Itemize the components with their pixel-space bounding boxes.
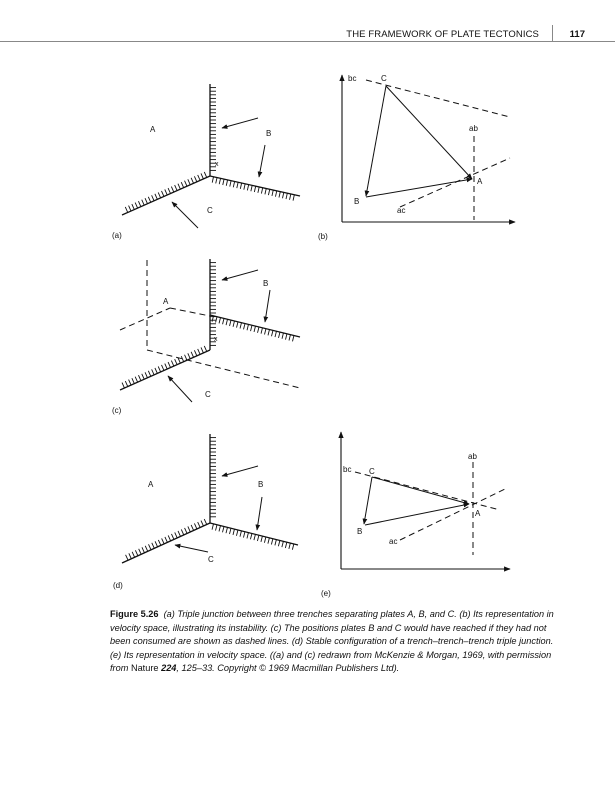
trench-tooth	[212, 177, 213, 183]
trench-tooth	[171, 187, 173, 192]
trench-tooth	[158, 192, 160, 197]
trench-tooth	[258, 327, 259, 333]
plate-b-label: B	[266, 129, 272, 138]
trench-tooth	[289, 335, 290, 341]
trench-tooth	[240, 323, 241, 329]
arrow-b-southward	[265, 290, 270, 322]
trench-tooth	[293, 336, 294, 342]
trench-tooth	[212, 524, 213, 530]
vector-c-to-b	[366, 86, 386, 196]
trench-tooth	[191, 352, 193, 357]
caption-text: (a) Triple junction between three trenches separating plates A, B, and C. (b) Its representation in velocity space, illustrating its instability. (c) The positions plates B and C would have reached if they had not been consumed are shown as dashed lines. (d) Stable configuration of a trench–trench–trench triple junction. (e) Its representation in velocity space. ((a) and (c) redrawn from McKenzie & Morgan, 1969, with permission from	[110, 609, 554, 674]
trench-tooth	[271, 539, 272, 545]
trench-tooth	[194, 350, 196, 355]
panel-b	[318, 74, 515, 241]
trench-tooth	[145, 546, 147, 551]
trench-tooth	[251, 325, 252, 331]
panel-a-label: (a)	[112, 231, 122, 240]
panel-d-label: (d)	[113, 581, 123, 590]
trench-left	[122, 519, 210, 563]
trench-tooth	[268, 538, 269, 544]
line-bc	[355, 472, 500, 510]
trench-tooth	[152, 543, 154, 548]
arrow-c-northwest	[168, 376, 192, 402]
trench-tooth	[161, 191, 163, 196]
plate-b-label: B	[258, 480, 264, 489]
trench-tooth	[278, 540, 279, 546]
trench-tooth	[240, 183, 241, 189]
trench-tooth	[194, 523, 196, 528]
trench-tooth	[138, 201, 140, 206]
trench-tooth	[272, 190, 273, 196]
trench-tooth	[261, 188, 262, 194]
trench-tooth	[219, 318, 220, 324]
trench-tooth	[254, 326, 255, 332]
trench-tooth	[258, 187, 259, 193]
trench-tooth	[188, 526, 190, 531]
trench-tooth	[198, 522, 200, 527]
vector-c-to-b	[364, 477, 372, 524]
line-ac	[400, 158, 510, 207]
trench-tooth	[204, 172, 206, 177]
bc-label: bc	[348, 74, 357, 83]
trench-tooth	[247, 324, 248, 330]
trench-tooth	[229, 528, 230, 534]
trench-tooth	[219, 178, 220, 184]
trench-tooth	[219, 526, 220, 532]
trench-tooth	[171, 534, 173, 539]
trench-tooth	[201, 173, 203, 178]
bc-label: bc	[343, 465, 352, 474]
trench-tooth	[155, 541, 157, 546]
trench-tooth	[275, 331, 276, 337]
trench-tooth	[129, 553, 131, 558]
trench-tooth	[233, 321, 234, 327]
trench-tooth	[162, 538, 164, 543]
trench-tooth	[168, 535, 170, 540]
arrow-b-southward	[257, 497, 262, 530]
trench-right	[210, 315, 300, 341]
trench-tooth	[165, 537, 167, 542]
trench-tooth	[178, 184, 180, 189]
trench-tooth	[129, 380, 131, 385]
trench-tooth	[194, 176, 196, 181]
trench-tooth	[178, 531, 180, 536]
b-label: B	[357, 527, 363, 536]
c-label: C	[381, 74, 387, 83]
trench-tooth	[135, 377, 137, 382]
vector-c-to-a	[386, 86, 472, 179]
trench-tooth	[286, 193, 287, 199]
trench-tooth	[240, 531, 241, 537]
c-label: C	[369, 467, 375, 476]
ac-label: ac	[389, 537, 398, 546]
trench-tooth	[129, 206, 131, 211]
trench-tooth	[275, 191, 276, 197]
arrow-b-westward	[222, 466, 258, 476]
plate-a-label: A	[148, 480, 154, 489]
trench-left	[122, 172, 210, 215]
trench-tooth	[155, 368, 157, 373]
trench-tooth	[142, 547, 144, 552]
trench-tooth	[223, 318, 224, 324]
plate-c-label: C	[207, 206, 213, 215]
trench-tooth	[204, 519, 206, 524]
plate-c-label: C	[208, 555, 214, 564]
trench-tooth	[226, 319, 227, 325]
trench-tooth	[158, 366, 160, 371]
trench-tooth	[216, 178, 217, 184]
trench-tooth	[243, 532, 244, 538]
vector-b-to-a	[365, 504, 469, 525]
a-label: A	[475, 509, 481, 518]
plate-c-label: C	[205, 390, 211, 399]
trench-tooth	[201, 347, 203, 352]
trench-tooth	[251, 185, 252, 191]
trench-tooth	[126, 555, 128, 560]
trench-tooth	[158, 540, 160, 545]
junction-mark: x	[215, 161, 219, 168]
trench-tooth	[132, 204, 134, 209]
trench-tooth	[216, 525, 217, 531]
trench-tooth	[152, 369, 154, 374]
trench-tooth	[275, 540, 276, 546]
trench-tooth	[265, 329, 266, 335]
consumed-b-upper	[170, 308, 210, 316]
trench-tooth	[244, 184, 245, 190]
trench-tooth	[191, 178, 193, 183]
panel-d	[113, 434, 298, 590]
trench-tooth	[135, 550, 137, 555]
caption-journal: Nature	[130, 663, 159, 674]
trench-tooth	[132, 552, 134, 557]
trench-tooth	[230, 320, 231, 326]
trench-tooth	[155, 194, 157, 199]
trench-tooth	[191, 525, 193, 530]
trench-tooth	[148, 197, 150, 202]
trench-tooth	[290, 194, 291, 200]
trench-tooth	[254, 534, 255, 540]
arrow-c-northwest	[172, 202, 198, 228]
trench-tooth	[204, 346, 206, 351]
line-bc	[366, 80, 510, 117]
trench-tooth	[226, 180, 227, 186]
trench-tooth	[237, 182, 238, 188]
trench-tooth	[247, 185, 248, 191]
trench-tooth	[244, 324, 245, 330]
trench-tooth	[250, 533, 251, 539]
figure-number: Figure 5.26	[110, 609, 159, 619]
panel-b-label: (b)	[318, 232, 328, 241]
panel-e-label: (e)	[321, 589, 331, 598]
page-number: 117	[569, 29, 585, 40]
trench-tooth	[279, 192, 280, 198]
trench-tooth	[148, 371, 150, 376]
vector-b-to-a	[366, 179, 472, 197]
trench-tooth	[268, 189, 269, 195]
ac-label: ac	[397, 206, 406, 215]
panel-a	[112, 84, 300, 240]
trench-right	[210, 176, 300, 201]
plate-a-label: A	[163, 297, 169, 306]
trench-tooth	[125, 207, 127, 212]
trench-tooth	[261, 536, 262, 542]
trench-tooth	[286, 334, 287, 340]
trench-tooth	[175, 532, 177, 537]
trench-tooth	[233, 529, 234, 535]
trench-tooth	[247, 533, 248, 539]
caption-volume: 224	[161, 663, 177, 674]
trench-tooth	[216, 317, 217, 323]
trench-tooth	[168, 362, 170, 367]
trench-tooth	[254, 186, 255, 192]
trench-right	[210, 523, 298, 550]
trench-tooth	[149, 544, 151, 549]
trench-tooth	[285, 542, 286, 548]
vector-c-to-a	[372, 477, 469, 504]
trench-tooth	[237, 322, 238, 328]
ab-label: ab	[469, 124, 478, 133]
trench-tooth	[282, 333, 283, 339]
trench-tooth	[198, 349, 200, 354]
trench-tooth	[257, 535, 258, 541]
trench-tooth	[236, 530, 237, 536]
trench-tooth	[125, 381, 127, 386]
b-label: B	[354, 197, 360, 206]
trench-tooth	[188, 353, 190, 358]
running-title: THE FRAMEWORK OF PLATE TECTONICS	[346, 29, 539, 40]
trench-tooth	[230, 181, 231, 187]
trench-tooth	[188, 179, 190, 184]
arrow-b-southward	[259, 145, 265, 177]
trench-tooth	[185, 181, 187, 186]
trench-tooth	[181, 529, 183, 534]
consumed-c-horizontal	[147, 350, 300, 388]
plate-b-label: B	[263, 279, 269, 288]
trench-tooth	[289, 543, 290, 549]
ab-label: ab	[468, 452, 477, 461]
trench-tooth	[282, 541, 283, 547]
trench-tooth	[162, 365, 164, 370]
trench-tooth	[122, 383, 124, 388]
trench-tooth	[264, 537, 265, 543]
trench-tooth	[233, 181, 234, 187]
trench-tooth	[142, 200, 144, 205]
trench-tooth	[132, 378, 134, 383]
trench-left	[120, 346, 210, 390]
trench-tooth	[165, 364, 167, 369]
arrow-c-westward	[175, 545, 208, 552]
junction-mark: x	[214, 336, 218, 343]
panel-c-label: (c)	[112, 406, 122, 415]
trench-tooth	[223, 179, 224, 185]
plate-a-label: A	[150, 125, 156, 134]
trench-tooth	[152, 195, 154, 200]
trench-tooth	[268, 330, 269, 336]
trench-tooth	[171, 361, 173, 366]
trench-tooth	[142, 374, 144, 379]
trench-tooth	[198, 175, 200, 180]
a-label: A	[477, 177, 483, 186]
arrow-b-westward	[222, 118, 258, 128]
trench-tooth	[265, 188, 266, 194]
trench-tooth	[145, 198, 147, 203]
trench-tooth	[282, 192, 283, 198]
trench-tooth	[181, 182, 183, 187]
trench-tooth	[185, 528, 187, 533]
trench-tooth	[279, 332, 280, 338]
trench-tooth	[165, 189, 167, 194]
trench-tooth	[223, 526, 224, 532]
panel-e	[321, 432, 510, 598]
trench-tooth	[226, 527, 227, 533]
trench-tooth	[175, 359, 177, 364]
trench-tooth	[292, 544, 293, 550]
trench-tooth	[175, 185, 177, 190]
caption-pages-copyright: , 125–33. Copyright © 1969 Macmillan Publishers Ltd).	[176, 663, 400, 674]
trench-tooth	[293, 195, 294, 201]
trench-tooth	[145, 372, 147, 377]
arrow-b-westward	[222, 270, 258, 280]
trench-tooth	[139, 549, 141, 554]
trench-tooth	[168, 188, 170, 193]
trench-tooth	[272, 330, 273, 336]
trench-tooth	[138, 375, 140, 380]
consumed-b-diagonal	[120, 308, 170, 330]
trench-tooth	[201, 521, 203, 526]
trench-tooth	[261, 328, 262, 334]
panel-c	[112, 259, 300, 415]
trench-tooth	[135, 203, 137, 208]
figure-caption	[110, 608, 558, 676]
trench-vertical	[210, 434, 216, 523]
